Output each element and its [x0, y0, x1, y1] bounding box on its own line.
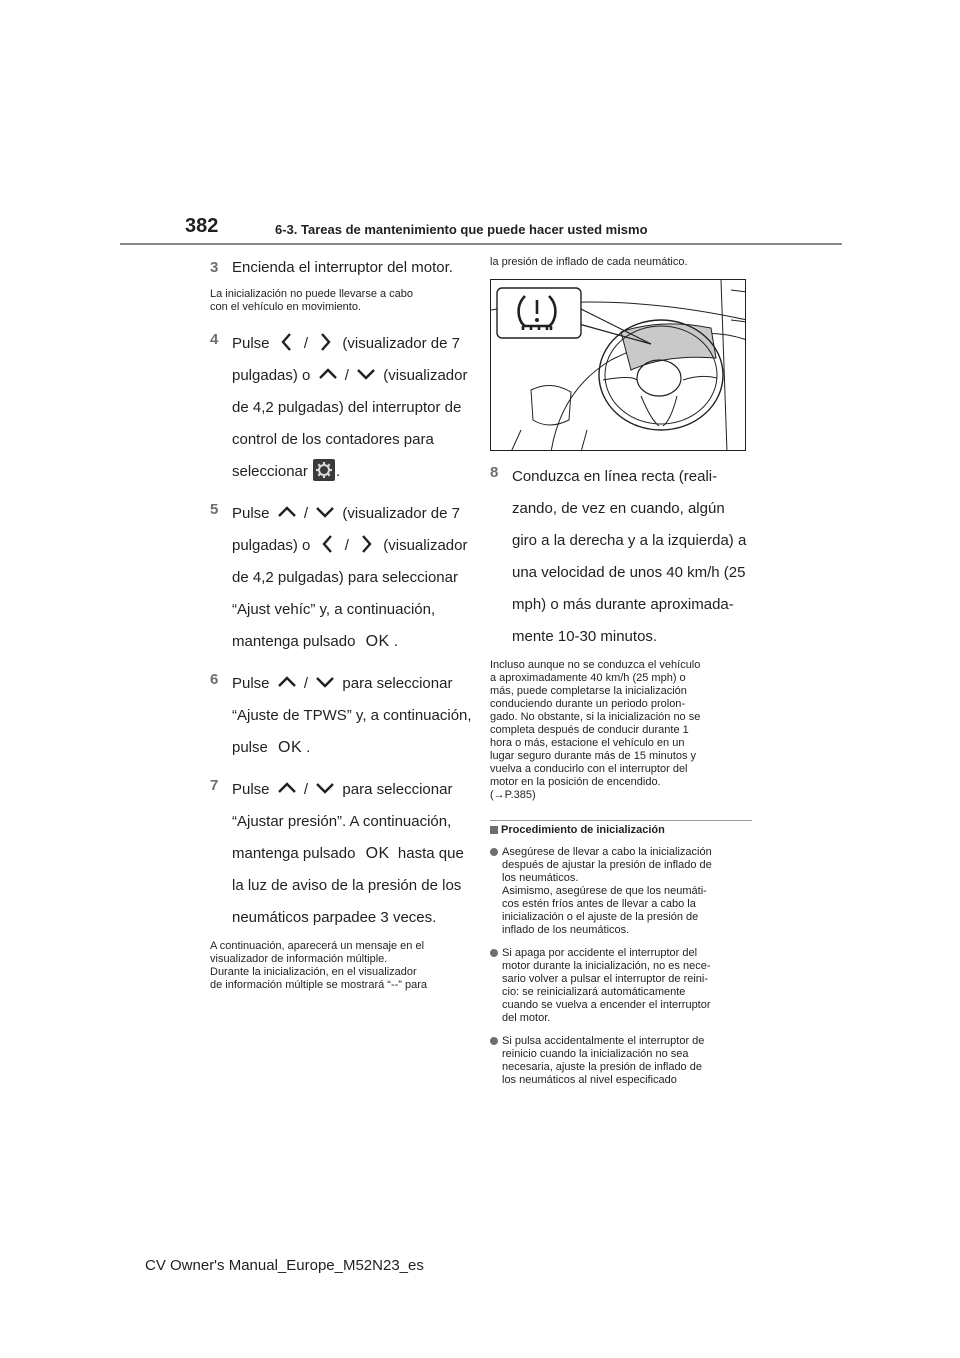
- note-step-7: A continuación, aparecerá un mensaje en el visualizador de información múltiple. Durante la inicialización, en el visualizador de información múltiple se mostrará “--” para: [210, 940, 428, 991]
- note-step-3: La inicialización no puede llevarse a cabo con el vehículo en movimiento.: [210, 288, 414, 313]
- note-step-8: Incluso aunque no se conduzca el vehículo a aproximadamente 40 km/h (25 mph) o más, puede completarse la inicialización conduciendo durante un periodo prolon- gado. No obstante, si la inicialización no se completa después de conducir durante 1 hora o más, estacione el vehículo en un lugar seguro durante más de 15 minutos y vuelva a conducirlo con el interruptor del motor en la posición de encendido. (→P.385): [490, 659, 752, 802]
- chevron-down-icon: [355, 363, 377, 385]
- bullet-item: Asegúrese de llevar a cabo la inicialización después de ajustar la presión de inflado de los neumáticos. Asimismo, asegúrese de que los neumáti- cos estén fríos antes de llevar a cabo la inicialización o el ajuste de la presión de inflado de los neumáticos.: [490, 846, 752, 937]
- step-number: 8: [490, 464, 499, 481]
- section-divider: [490, 820, 752, 821]
- chevron-down-icon: [314, 671, 336, 693]
- round-bullet-icon: [490, 949, 498, 957]
- left-column: [210, 256, 472, 992]
- chevron-up-icon: [317, 363, 339, 385]
- chevron-down-icon: [314, 501, 336, 523]
- step-number: 7: [210, 777, 219, 794]
- step-5: 5 Pulse / (visualizador de 7 pulgadas) o / (visualizador de 4,2 pulgadas) para seleccionar “Ajust vehíc” y, a continuación, mantenga pulsado OK .: [210, 498, 468, 658]
- dashboard-steering-wheel-drawing: [491, 280, 746, 451]
- section-heading: Procedimiento de inicialización: [490, 824, 752, 836]
- step-text: Encienda el interruptor del motor.: [232, 259, 453, 276]
- step-number: 6: [210, 671, 219, 688]
- settings-gear-icon: [313, 459, 335, 481]
- header-rule: [120, 243, 842, 245]
- ok-button-icon: OK: [365, 845, 390, 862]
- ok-button-icon: OK: [278, 739, 303, 756]
- bullet-item: Si apaga por accidente el interruptor del motor durante la inicialización, no es nece- sario volver a pulsar el interruptor de reini- cio: se reinicializará automáticamente cuando se vuelva a encender el interruptor del motor.: [490, 947, 752, 1025]
- round-bullet-icon: [490, 848, 498, 856]
- chevron-up-icon: [276, 501, 298, 523]
- page-number: 382: [185, 215, 219, 237]
- square-bullet-icon: [490, 826, 498, 834]
- right-column: [490, 256, 752, 1087]
- step-number: 4: [210, 331, 219, 348]
- step-8: 8 Conduzca en línea recta (reali- zando, de vez en cuando, algún giro a la derecha y a la izquierda) a una velocidad de unos 40 km/h (25 mph) o más durante aproximada- mente 10-30 minutos.: [490, 461, 752, 653]
- ok-button-icon: OK: [365, 633, 390, 650]
- page-reference-link[interactable]: (→P.385): [490, 789, 536, 801]
- bullet-item: Si pulsa accidentalmente el interruptor de reinicio cuando la inicialización no sea necesaria, ajuste la presión de inflado de los neumáticos al nivel especificado: [490, 1035, 752, 1087]
- chevron-right-icon: [314, 331, 336, 353]
- step-7: 7 Pulse / para seleccionar “Ajustar presión”. A continuación, mantenga pulsado OK hasta que la luz de aviso de la presión de los neumáticos parpadee 3 veces.: [210, 774, 468, 934]
- footer-manual-id: CV Owner's Manual_Europe_M52N23_es: [145, 1257, 424, 1274]
- chevron-up-icon: [276, 671, 298, 693]
- chevron-right-icon: [355, 533, 377, 555]
- round-bullet-icon: [490, 1037, 498, 1045]
- step-number: 5: [210, 501, 219, 518]
- step-4: 4 Pulse / (visualizador de 7 pulgadas) o / (visualizador de 4,2 pulgadas) del interruptor de control de los contadores para seleccionar .: [210, 328, 468, 488]
- chevron-up-icon: [276, 777, 298, 799]
- step-3: [210, 256, 468, 280]
- step-6: 6 Pulse / para seleccionar “Ajuste de TPWS” y, a continuación, pulse OK .: [210, 668, 468, 764]
- step-number: 3: [210, 259, 219, 276]
- section-header-title: 6-3. Tareas de mantenimiento que puede hacer usted mismo: [275, 222, 648, 237]
- chevron-down-icon: [314, 777, 336, 799]
- note-continued: la presión de inflado de cada neumático.: [490, 256, 688, 268]
- tire-pressure-warning-illustration: [490, 279, 746, 451]
- chevron-left-icon: [317, 533, 339, 555]
- chevron-left-icon: [276, 331, 298, 353]
